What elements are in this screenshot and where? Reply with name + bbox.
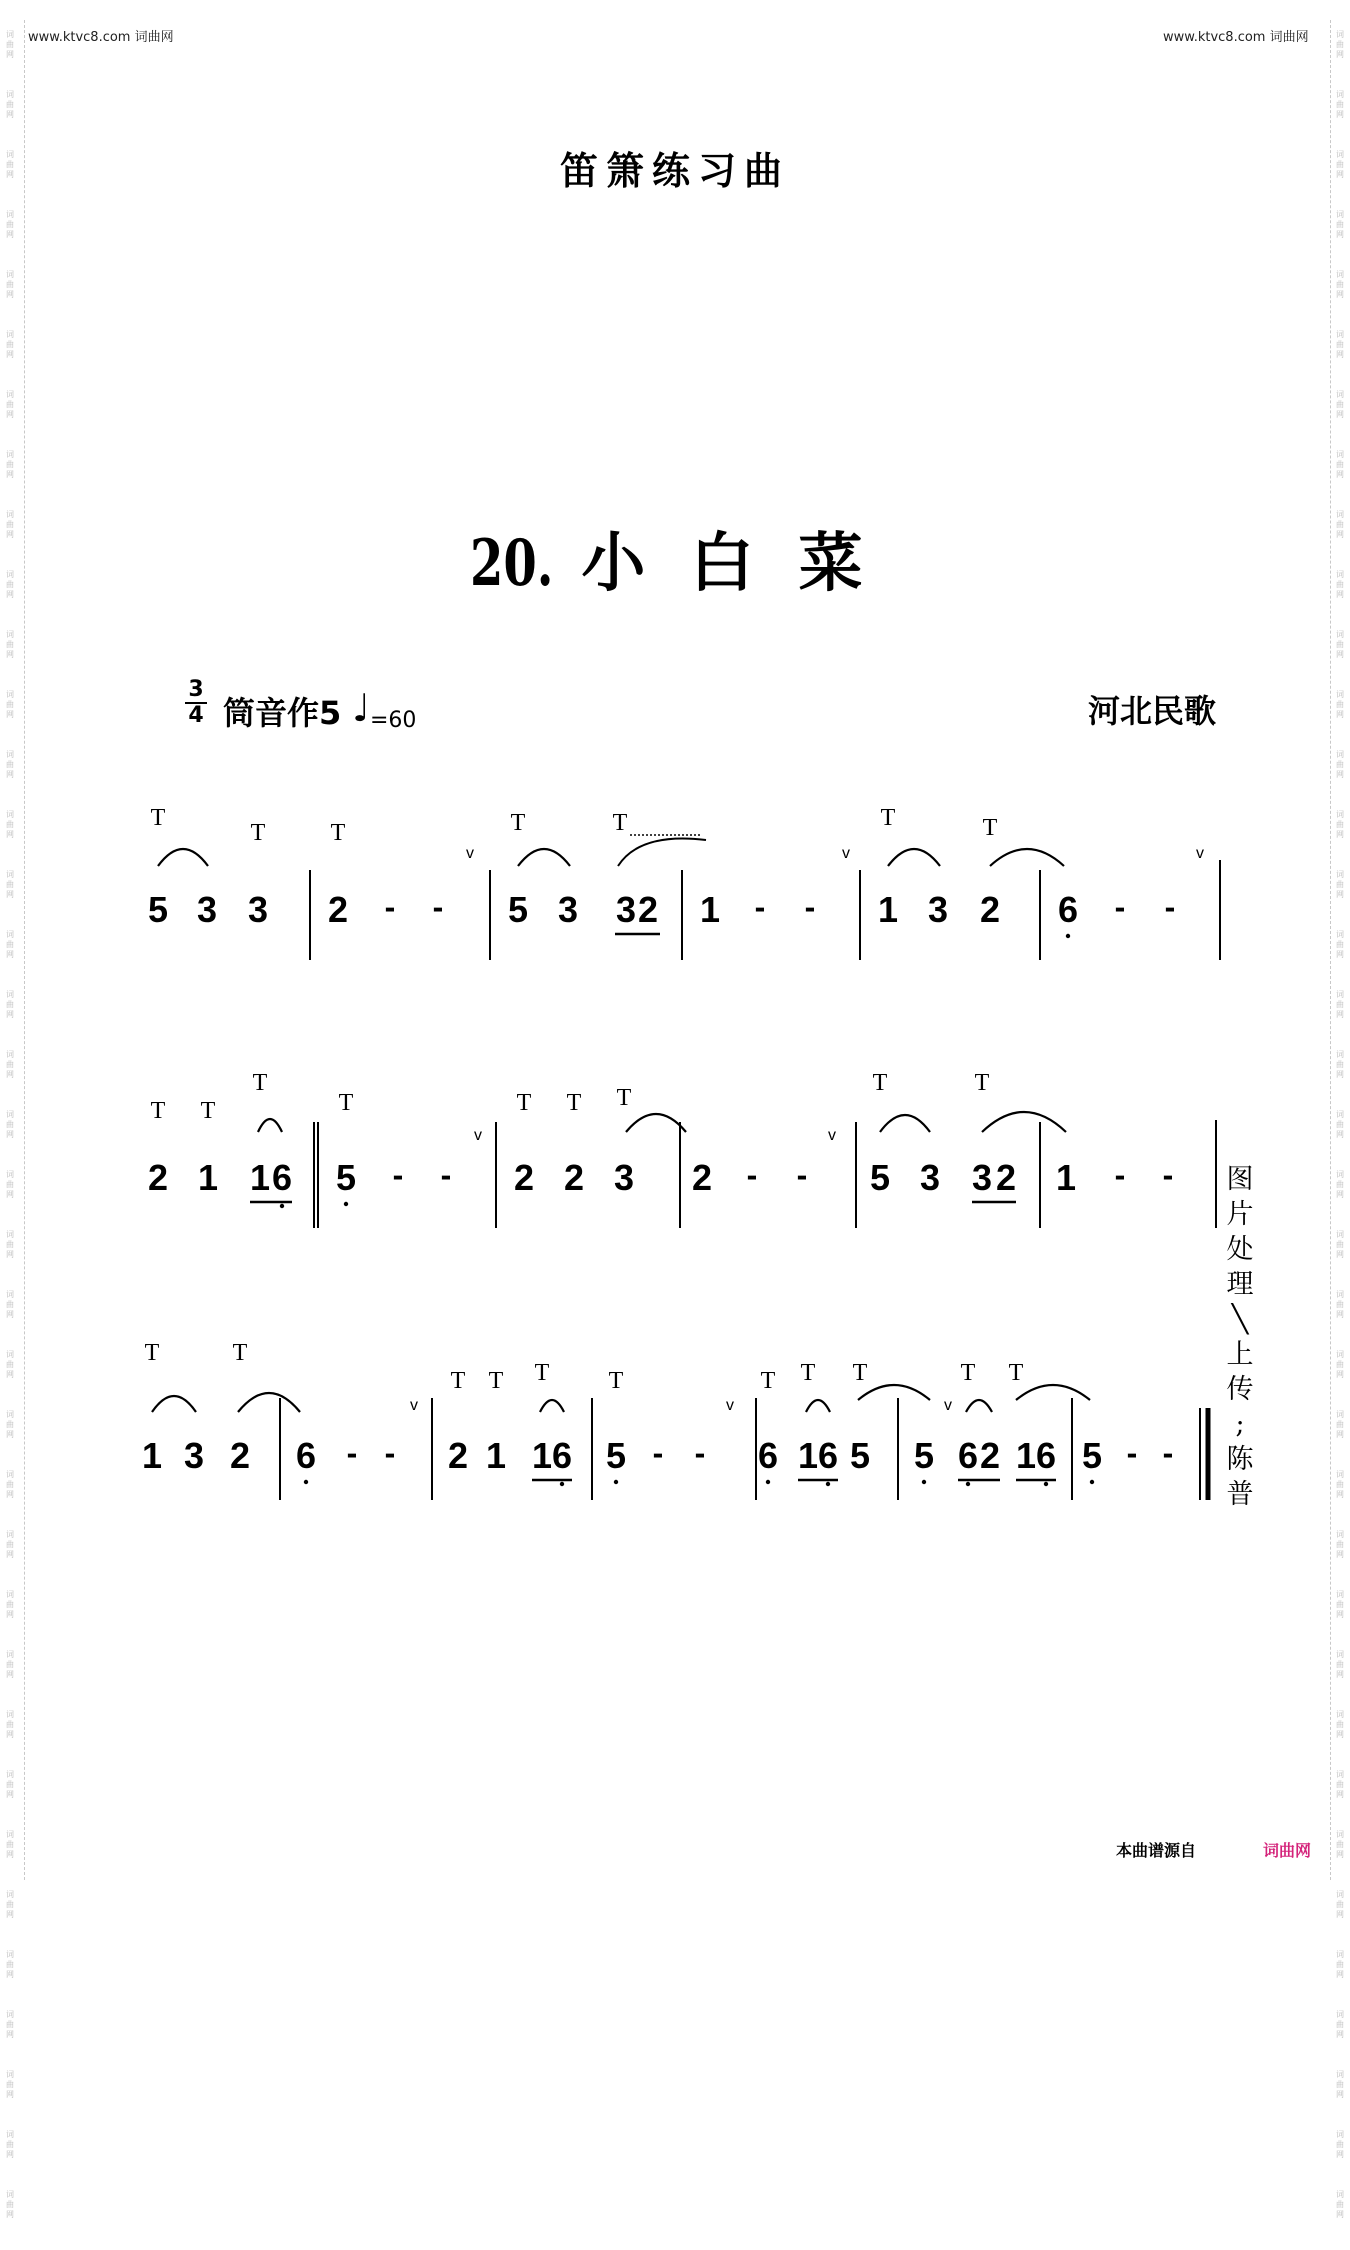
footer-source-label: 本曲谱源自: [1116, 1841, 1197, 1860]
tongue-mark: T: [982, 815, 998, 841]
score-note: 6: [551, 1435, 573, 1476]
watermark-text: 词 曲 网: [6, 270, 14, 299]
breath-mark: v: [1196, 845, 1204, 862]
score-note: 5: [335, 1157, 357, 1198]
watermark-text: 词 曲 网: [1336, 1890, 1344, 1919]
watermark-text: 词 曲 网: [6, 570, 14, 599]
watermark-text: 词 曲 网: [6, 1410, 14, 1439]
score-dash: -: [796, 1157, 808, 1193]
credit-char: 陈: [1226, 1444, 1254, 1475]
watermark-text: 词 曲 网: [1336, 390, 1344, 419]
watermark-text: 词 曲 网: [6, 330, 14, 359]
watermark-text: 词 曲 网: [1336, 30, 1344, 59]
score-dash: -: [384, 889, 396, 925]
key-signature: 筒音作5: [223, 694, 342, 732]
watermark-text: 词 曲 网: [1336, 450, 1344, 479]
tongue-mark: T: [566, 1090, 582, 1116]
score-note: 5: [507, 889, 529, 930]
watermark-text: 词 曲 网: [1336, 510, 1344, 539]
watermark-text: 词 曲 网: [1336, 2070, 1344, 2099]
tongue-mark: T: [150, 1098, 166, 1124]
score-note: 3: [557, 889, 579, 930]
credit-char: 理: [1226, 1269, 1254, 1300]
score-note: 2: [229, 1435, 251, 1476]
score-note: 1: [797, 1435, 819, 1476]
breath-mark: v: [474, 1127, 482, 1144]
score-dash: -: [652, 1435, 664, 1471]
slur-arc: [626, 1114, 686, 1132]
watermark-text: 词 曲 网: [6, 1890, 14, 1919]
credit-char: 处: [1226, 1234, 1254, 1265]
octave-dot: [1090, 1480, 1094, 1484]
watermark-text: 词 曲 网: [6, 870, 14, 899]
watermark-text: 词 曲 网: [6, 150, 14, 179]
tongue-mark: T: [330, 820, 346, 846]
watermark-text: 词 曲 网: [6, 1230, 14, 1259]
watermark-text: 词 曲 网: [1336, 90, 1344, 119]
watermark-text: 词 曲 网: [6, 1530, 14, 1559]
score-note: 3: [919, 1157, 941, 1198]
tongue-mark: T: [800, 1360, 816, 1386]
watermark-text: 词 曲 网: [1336, 1770, 1344, 1799]
tongue-mark: T: [616, 1085, 632, 1111]
score-note: 6: [757, 1435, 779, 1476]
score-note: 1: [1055, 1157, 1077, 1198]
watermark-text: 词 曲 网: [1336, 1950, 1344, 1979]
footer-site-link[interactable]: 词曲网: [1263, 1841, 1312, 1860]
score-dash: -: [1162, 1157, 1174, 1193]
watermark-text: 词 曲 网: [1336, 990, 1344, 1019]
watermark-text: 词 曲 网: [6, 1050, 14, 1079]
slur-arc: [540, 1400, 564, 1412]
watermark-text: 词 曲 网: [6, 30, 14, 59]
octave-dot: [922, 1480, 926, 1484]
watermark-text: 词 曲 网: [1336, 270, 1344, 299]
tongue-mark: T: [144, 1340, 160, 1366]
credit-vertical: [1222, 1162, 1258, 1512]
tongue-mark: T: [760, 1368, 776, 1394]
watermark-text: 词 曲 网: [6, 630, 14, 659]
watermark-text: 词 曲 网: [6, 90, 14, 119]
tongue-mark: T: [338, 1090, 354, 1116]
score-dash: -: [1126, 1435, 1138, 1471]
watermark-text: 词 曲 网: [1336, 570, 1344, 599]
watermark-text: 词 曲 网: [6, 390, 14, 419]
score-note: 2: [513, 1157, 535, 1198]
watermark-text: 词 曲 网: [1336, 1590, 1344, 1619]
score-note: 1: [141, 1435, 163, 1476]
credit-char: ;: [1235, 1409, 1245, 1440]
octave-dot: [560, 1482, 564, 1486]
slur-arc: [990, 849, 1064, 866]
tongue-mark: T: [1008, 1360, 1024, 1386]
score-note: 2: [979, 1435, 1001, 1476]
tongue-mark: T: [510, 810, 526, 836]
score-note: 6: [295, 1435, 317, 1476]
time-signature-top: 3: [188, 677, 204, 702]
watermark-text: 词 曲 网: [1336, 930, 1344, 959]
score-note: 6: [1057, 889, 1079, 930]
watermark-text: 词 曲 网: [1336, 2130, 1344, 2159]
slur-dotted: [618, 838, 706, 866]
credit-char: 传: [1226, 1374, 1254, 1405]
tongue-mark: T: [608, 1368, 624, 1394]
watermark-text: 词 曲 网: [6, 210, 14, 239]
slur-arc: [152, 1396, 196, 1412]
credit-char: 图: [1226, 1164, 1254, 1195]
tempo-marking: =60: [370, 708, 417, 733]
watermark-text: 词 曲 网: [1336, 330, 1344, 359]
watermark-text: 词 曲 网: [1336, 1710, 1344, 1739]
tongue-mark: T: [450, 1368, 466, 1394]
score-note: 5: [849, 1435, 871, 1476]
score-note: 6: [957, 1435, 979, 1476]
breath-mark: v: [944, 1397, 952, 1414]
score-dash: -: [694, 1435, 706, 1471]
octave-dot: [766, 1480, 770, 1484]
breath-mark: v: [466, 845, 474, 862]
score-note: 3: [971, 1157, 993, 1198]
score-note: 1: [531, 1435, 553, 1476]
watermark-text: 词 曲 网: [1336, 1050, 1344, 1079]
octave-dot: [304, 1480, 308, 1484]
watermark-text: 词 曲 网: [1336, 1830, 1344, 1859]
score-dash: -: [1164, 889, 1176, 925]
score-note: 2: [637, 889, 659, 930]
octave-dot: [1066, 934, 1070, 938]
score-dash: -: [1114, 1157, 1126, 1193]
tongue-mark: T: [200, 1098, 216, 1124]
watermark-text: 词 曲 网: [6, 1470, 14, 1499]
score-note: 6: [817, 1435, 839, 1476]
tongue-mark: T: [250, 820, 266, 846]
watermark-text: 词 曲 网: [1336, 1170, 1344, 1199]
watermark-text: 词 曲 网: [6, 1710, 14, 1739]
watermark-text: 词 曲 网: [6, 2130, 14, 2159]
watermark-text: 词 曲 网: [1336, 750, 1344, 779]
watermark-text: 词 曲 网: [1336, 1650, 1344, 1679]
watermark-text: 词 曲 网: [6, 930, 14, 959]
slur-arc: [966, 1400, 992, 1412]
watermark-text: 词 曲 网: [6, 1950, 14, 1979]
breath-mark: v: [410, 1397, 418, 1414]
watermark-text: 词 曲 网: [6, 750, 14, 779]
score-note: 2: [995, 1157, 1017, 1198]
slur-arc: [158, 849, 208, 866]
slur-arc: [1016, 1385, 1090, 1400]
watermark-text: 词 曲 网: [6, 2070, 14, 2099]
slur-arc: [258, 1119, 282, 1132]
song-source: 河北民歌: [1088, 692, 1217, 730]
watermark-text: 词 曲 网: [1336, 810, 1344, 839]
score-note: 5: [869, 1157, 891, 1198]
watermark-text: 词 曲 网: [1336, 1530, 1344, 1559]
score-note: 6: [1035, 1435, 1057, 1476]
tongue-mark: T: [880, 805, 896, 831]
watermark-text: 词 曲 网: [1336, 690, 1344, 719]
tongue-mark: T: [488, 1368, 504, 1394]
tongue-mark: T: [852, 1360, 868, 1386]
breath-mark: v: [842, 845, 850, 862]
score-note: 1: [485, 1435, 507, 1476]
score-note: 3: [615, 889, 637, 930]
score-note: 2: [691, 1157, 713, 1198]
octave-dot: [826, 1482, 830, 1486]
watermark-text: 词 曲 网: [6, 1770, 14, 1799]
score-note: 1: [699, 889, 721, 930]
watermark-text: 词 曲 网: [1336, 1470, 1344, 1499]
tongue-mark: T: [960, 1360, 976, 1386]
score-note: 3: [247, 889, 269, 930]
watermark-text: 词 曲 网: [6, 2190, 14, 2219]
score-note: 3: [183, 1435, 205, 1476]
octave-dot: [1044, 1482, 1048, 1486]
score-dash: -: [754, 889, 766, 925]
watermark-text: 词 曲 网: [1336, 870, 1344, 899]
header-right-site[interactable]: www.ktvc8.com 词曲网: [1163, 30, 1309, 45]
breath-mark: v: [828, 1127, 836, 1144]
watermark-text: 词 曲 网: [1336, 1350, 1344, 1379]
song-number: 20.: [470, 526, 554, 601]
tongue-mark: T: [232, 1340, 248, 1366]
song-name: 小 白 菜: [581, 526, 863, 601]
watermark-text: 词 曲 网: [6, 990, 14, 1019]
score-note: 1: [1015, 1435, 1037, 1476]
credit-char: 上: [1226, 1339, 1254, 1370]
credit-char: 普: [1226, 1479, 1254, 1510]
score-note: 1: [197, 1157, 219, 1198]
tongue-mark: T: [534, 1360, 550, 1386]
tongue-mark: T: [150, 805, 166, 831]
tongue-mark: T: [516, 1090, 532, 1116]
score-note: 2: [147, 1157, 169, 1198]
watermark-text: 词 曲 网: [6, 810, 14, 839]
breath-mark: v: [726, 1397, 734, 1414]
tongue-mark: T: [612, 810, 628, 836]
slur-arc: [518, 849, 570, 866]
watermark-text: 词 曲 网: [6, 1350, 14, 1379]
header-left-site[interactable]: www.ktvc8.com 词曲网: [28, 30, 174, 45]
watermark-text: 词 曲 网: [6, 690, 14, 719]
watermark-text: 词 曲 网: [1336, 150, 1344, 179]
score-note: 5: [1081, 1435, 1103, 1476]
score-dash: -: [432, 889, 444, 925]
octave-dot: [280, 1204, 284, 1208]
watermark-text: 词 曲 网: [6, 450, 14, 479]
score-dash: -: [1162, 1435, 1174, 1471]
score-note: 1: [877, 889, 899, 930]
score-note: 5: [913, 1435, 935, 1476]
score-dash: -: [1114, 889, 1126, 925]
score-note: 2: [979, 889, 1001, 930]
tongue-mark: T: [872, 1070, 888, 1096]
score-dash: -: [440, 1157, 452, 1193]
watermark-text: 词 曲 网: [1336, 1230, 1344, 1259]
credit-char: ╲: [1231, 1304, 1249, 1335]
watermark-text: 词 曲 网: [1336, 2010, 1344, 2039]
tongue-mark: T: [252, 1070, 268, 1096]
tongue-mark: T: [974, 1070, 990, 1096]
score-note: 1: [249, 1157, 271, 1198]
score-note: 5: [147, 889, 169, 930]
score-note: 3: [927, 889, 949, 930]
watermark-text: 词 曲 网: [6, 1110, 14, 1139]
score-dash: -: [746, 1157, 758, 1193]
watermark-text: 词 曲 网: [6, 510, 14, 539]
watermark-text: 词 曲 网: [6, 1650, 14, 1679]
score-note: 3: [613, 1157, 635, 1198]
score-note: 5: [605, 1435, 627, 1476]
watermark-text: 词 曲 网: [6, 2010, 14, 2039]
octave-dot: [344, 1202, 348, 1206]
octave-dot: [614, 1480, 618, 1484]
watermark-text: 词 曲 网: [1336, 210, 1344, 239]
watermark-text: 词 曲 网: [1336, 2190, 1344, 2219]
watermark-text: 词 曲 网: [6, 1590, 14, 1619]
score-note: 2: [327, 889, 349, 930]
watermark-text: 词 曲 网: [1336, 1290, 1344, 1319]
watermark-text: 词 曲 网: [6, 1290, 14, 1319]
score-note: 2: [563, 1157, 585, 1198]
watermark-text: 词 曲 网: [6, 1170, 14, 1199]
octave-dot: [966, 1482, 970, 1486]
slur-arc: [982, 1112, 1066, 1132]
slur-arc: [806, 1400, 830, 1412]
score-dash: -: [346, 1435, 358, 1471]
time-signature-bottom: 4: [188, 703, 204, 728]
score-note: 3: [196, 889, 218, 930]
score-dash: -: [804, 889, 816, 925]
slur-arc: [238, 1393, 300, 1412]
watermark-text: 词 曲 网: [1336, 1110, 1344, 1139]
score-dash: -: [384, 1435, 396, 1471]
quarter-note-icon: ♩: [352, 686, 370, 730]
score-note: 6: [271, 1157, 293, 1198]
slur-arc: [880, 1115, 930, 1132]
watermark-text: 词 曲 网: [6, 1830, 14, 1859]
score-note: 2: [447, 1435, 469, 1476]
credit-char: 片: [1226, 1199, 1254, 1230]
slur-arc: [858, 1385, 930, 1400]
watermark-text: 词 曲 网: [1336, 1410, 1344, 1439]
score-dash: -: [392, 1157, 404, 1193]
page-title: 笛箫练习曲: [559, 148, 790, 193]
watermark-text: 词 曲 网: [1336, 630, 1344, 659]
slur-arc: [888, 849, 940, 866]
